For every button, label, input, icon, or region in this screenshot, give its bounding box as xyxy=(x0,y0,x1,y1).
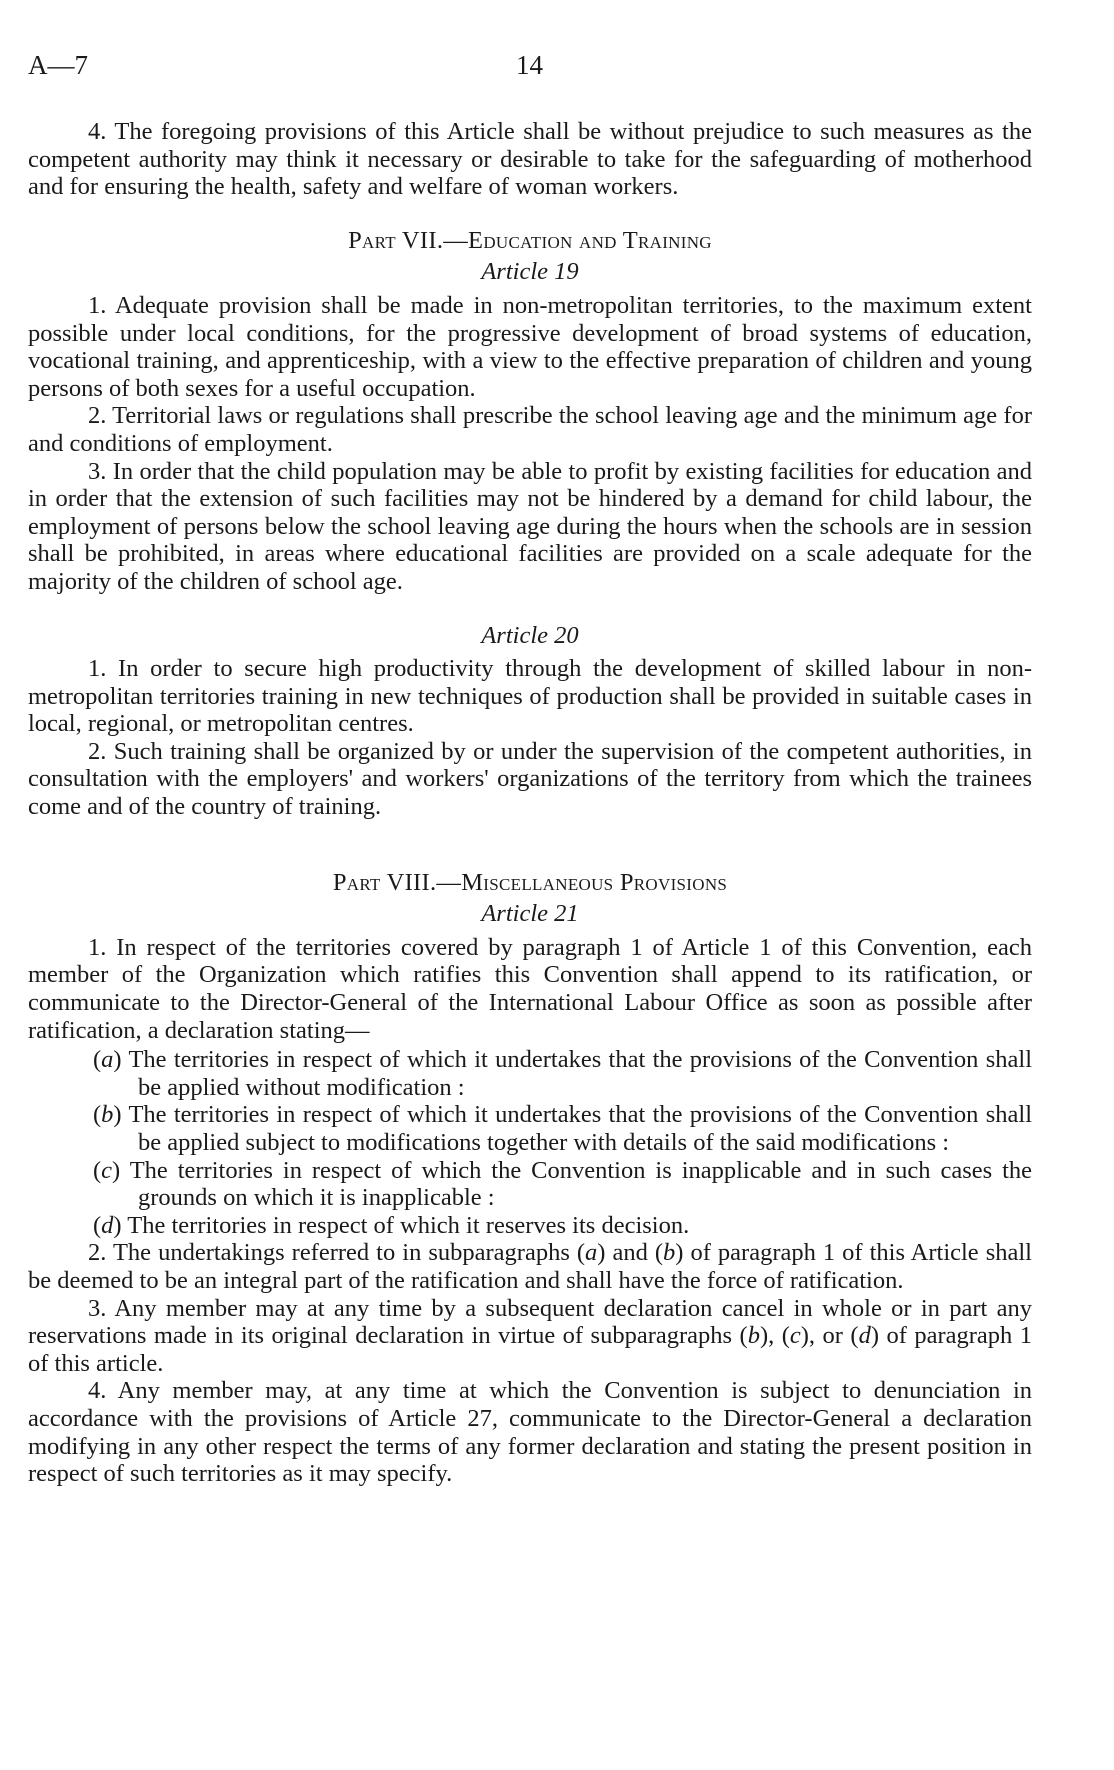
article-21-paragraph-3 xyxy=(28,1295,1032,1378)
subparagraph-label: d xyxy=(101,1211,114,1239)
document-reference: A—7 xyxy=(28,50,88,80)
subparagraph-text: The territories in respect of which it undertakes that the provisions of the Convention shall be applied subject to modifications together with details of the said modifications : xyxy=(128,1101,1032,1156)
text-run: 2. The undertakings referred to in subparagraphs ( xyxy=(88,1239,586,1267)
part-8-heading: Part VIII.—Miscellaneous Provisions xyxy=(332,868,728,896)
article-20-title: Article 20 xyxy=(481,621,579,649)
text-run: 3. Any member may at any time by a subsequent declaration cancel in whole or in part any reservations made in its original declaration in virtue of subparagraphs ( xyxy=(28,1294,1032,1350)
article-21-paragraph-4: 4. Any member may, at any time at which the Convention is subject to denunciation in accordance with the provisions of Article 27, communicate to the Director-General a declaration modifying in any other respect the terms of any former declaration and stating the present position in respect of such territories as it may specify. xyxy=(28,1377,1032,1488)
subparagraph-label: b xyxy=(101,1101,114,1129)
text-run-italic: b xyxy=(747,1322,760,1350)
page-number: 14 xyxy=(516,50,543,80)
document-body xyxy=(28,118,1032,1488)
article-19-paragraph-2: 2. Territorial laws or regulations shall prescribe the school leaving age and the minimum age for and conditions of employment. xyxy=(28,402,1032,457)
subparagraph-d: (d) The territories in respect of which it reserves its decision. xyxy=(93,1211,690,1239)
text-run: ) of paragraph 1 of this article. xyxy=(28,1322,1032,1377)
article-21-paragraph-2 xyxy=(28,1239,1032,1294)
subparagraph-label: a xyxy=(101,1046,114,1074)
article-20-paragraph-2: 2. Such training shall be organized by or under the supervision of the competent authorities, in consultation with the employers' and workers' organizations of the territory from which the trainees come and of the country of training. xyxy=(28,737,1032,821)
article-20-paragraph-1: 1. In order to secure high productivity through the development of skilled labour in non-metropolitan territories training in new techniques of production shall be provided in suitable cases in local, regional, or metropolitan centres. xyxy=(28,655,1032,738)
article-21-paragraph-1: 1. In respect of the territories covered by paragraph 1 of Article 1 of this Convention, each member of the Organization which ratifies this Convention shall append to its ratification, or communicate to the Director-General of the International Labour Office as soon as possible after ratification, a declaration stating— xyxy=(28,933,1032,1044)
subparagraph-text: The territories in respect of which the Convention is inapplicable and in such cases the grounds on which it is inapplicable : xyxy=(129,1156,1033,1212)
article-19-title: Article 19 xyxy=(481,258,579,286)
page-header xyxy=(28,50,1024,90)
subparagraph-a: (a) The territories in respect of which it undertakes that the provisions of the Convention shall be applied without modification : xyxy=(93,1046,1032,1101)
article-18-paragraph-4: 4. The foregoing provisions of this Article shall be without prejudice to such measures as the competent authority may think it necessary or desirable to take for the safeguarding of motherhood and for ensuring the health, safety and welfare of woman workers. xyxy=(28,118,1032,201)
subparagraph-text: The territories in respect of which it reserves its decision. xyxy=(127,1211,690,1239)
subparagraph-label: c xyxy=(101,1156,113,1184)
text-run: ), or ( xyxy=(800,1322,859,1350)
text-run: ) and ( xyxy=(597,1239,664,1267)
article-19-paragraph-3: 3. In order that the child population may be able to profit by existing facilities for education and in order that the extension of such facilities may not be hindered by a demand for child labour, the employment of persons below the school leaving age during the hours when the schools are in session shall be prohibited, in areas where educational facilities are provided on a scale adequate for the majority of the children of school age. xyxy=(28,457,1032,595)
article-21-title: Article 21 xyxy=(481,900,579,928)
subparagraph-c: (c) The territories in respect of which the Convention is inapplicable and in such cases the grounds on which it is inapplicable : xyxy=(93,1156,1033,1212)
text-run: ) of paragraph 1 of this Article shall be deemed to be an integral part of the ratification and shall have the force of ratification. xyxy=(28,1239,1032,1294)
text-run-italic: a xyxy=(585,1239,598,1267)
part-7-heading: Part VII.—Education and Training xyxy=(348,226,712,254)
text-run-italic: d xyxy=(858,1322,871,1350)
text-run-italic: b xyxy=(663,1239,676,1267)
text-run-italic: c xyxy=(789,1322,801,1350)
subparagraph-b: (b) The territories in respect of which it undertakes that the provisions of the Convention shall be applied subject to modifications together with details of the said modifications : xyxy=(93,1101,1032,1156)
text-run: ), ( xyxy=(759,1322,790,1350)
article-19-paragraph-1: 1. Adequate provision shall be made in non-metropolitan territories, to the maximum extent possible under local conditions, for the progressive development of broad systems of education, vocational training, and apprenticeship, with a view to the effective preparation of children and young persons of both sexes for a useful occupation. xyxy=(28,291,1032,402)
subparagraph-text: The territories in respect of which it undertakes that the provisions of the Convention shall be applied without modification : xyxy=(128,1046,1032,1101)
